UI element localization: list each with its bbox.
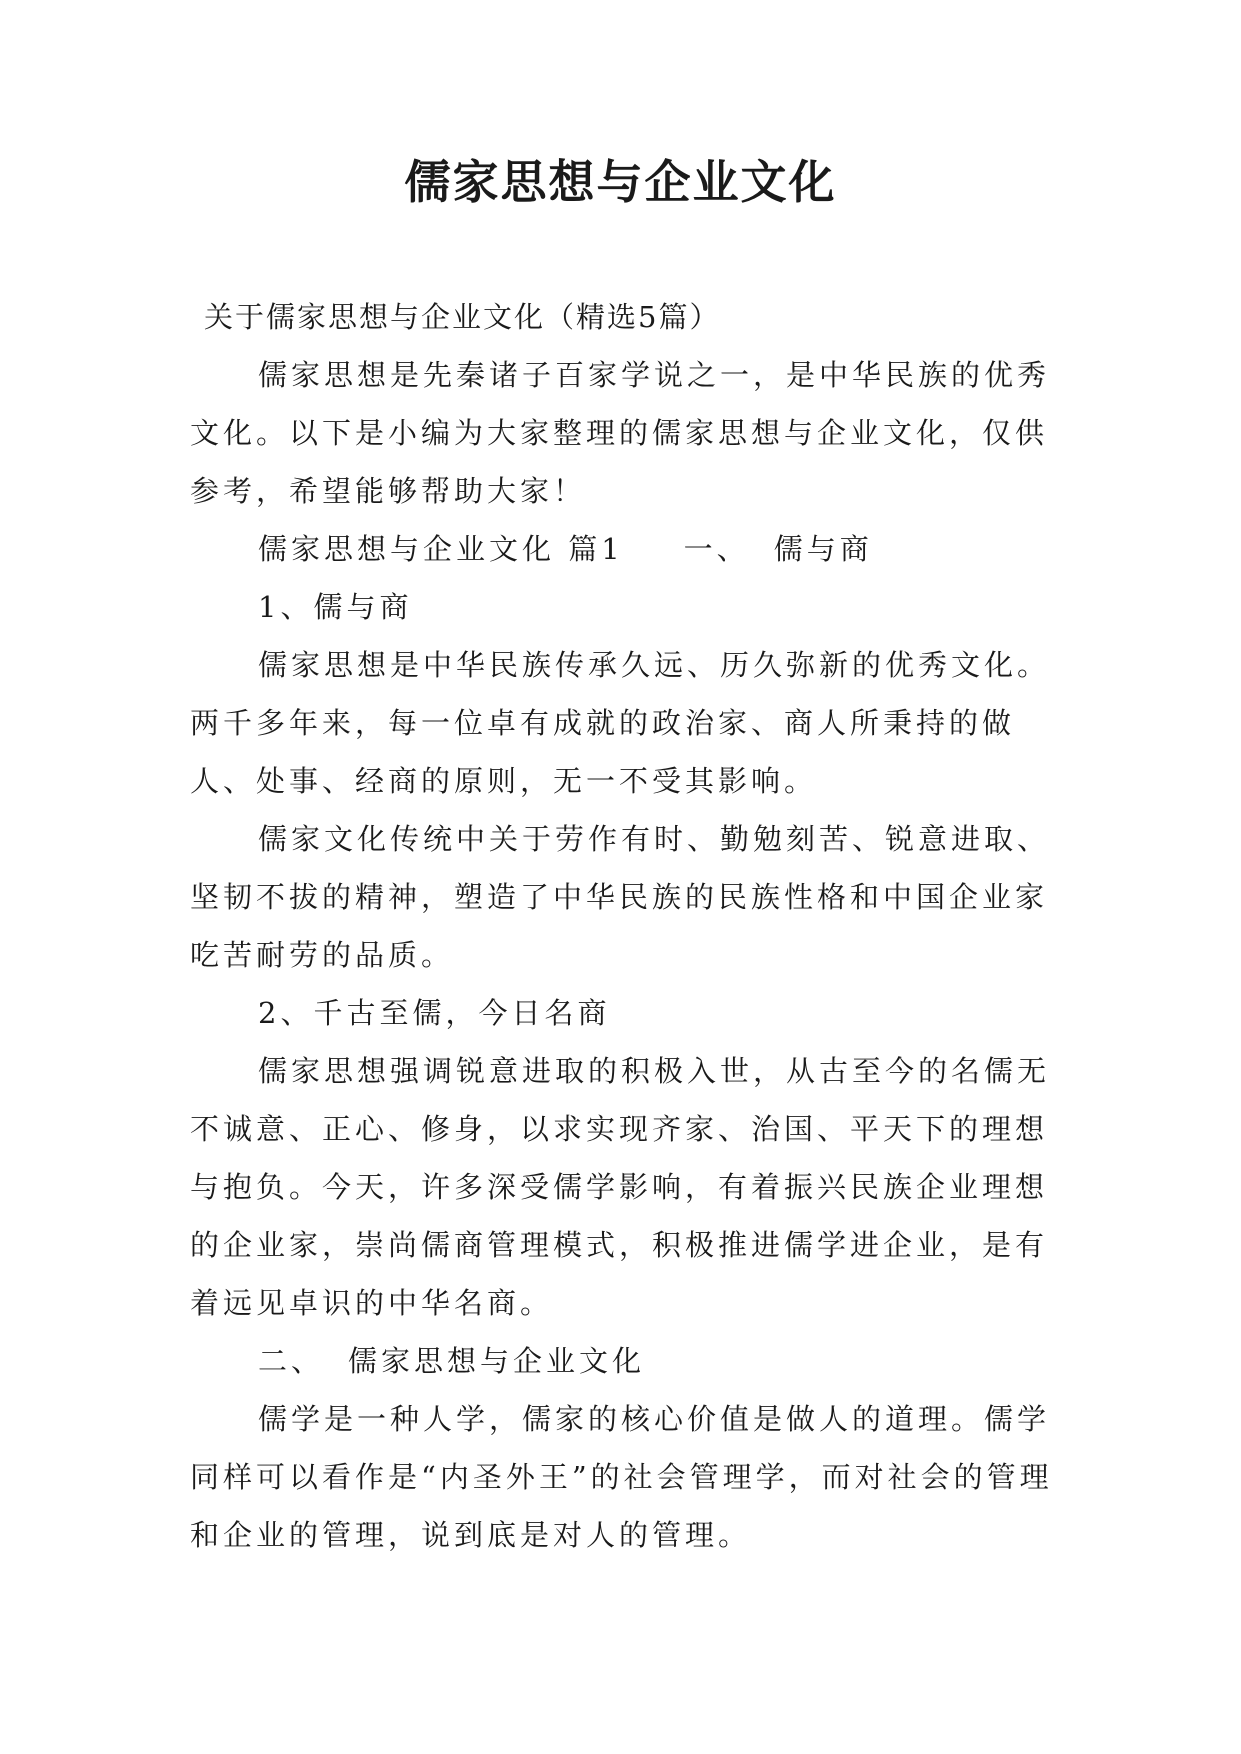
intro-paragraph: 儒家思想是先秦诸子百家学说之一，是中华民族的优秀文化。以下是小编为大家整理的儒家思想与企业文化，仅供参考，希望能够帮助大家！ (190, 358, 1051, 508)
section-1-header (190, 520, 1060, 578)
document-title: 儒家思想与企业文化 (404, 155, 837, 209)
subsection-2-title: 2、千古至儒，今日名商 (258, 996, 611, 1030)
document-subtitle: 关于儒家思想与企业文化（精选5篇） (204, 300, 721, 334)
section-1-part-number: 一、 (683, 532, 750, 566)
section-1-part-title: 儒与商 (773, 532, 873, 566)
paragraph-4: 儒学是一种人学，儒家的核心价值是做人的道理。儒学同样可以看作是“内圣外王”的社会管理学，而对社会的管理和企业的管理，说到底是对人的管理。 (190, 1402, 1053, 1552)
section-2-header (190, 1332, 1060, 1390)
document-body (190, 288, 1060, 1564)
section-2-part-title: 儒家思想与企业文化 (348, 1344, 646, 1378)
paragraph-2: 儒家文化传统中关于劳作有时、勤勉刻苦、锐意进取、坚韧不拔的精神，塑造了中华民族的民族性格和中国企业家吃苦耐劳的品质。 (190, 822, 1051, 972)
paragraph-1: 儒家思想是中华民族传承久远、历久弥新的优秀文化。两千多年来，每一位卓有成就的政治家、商人所秉持的做人、处事、经商的原则，无一不受其影响。 (190, 648, 1051, 798)
section-1-label: 儒家思想与企业文化 篇1 (258, 532, 624, 566)
paragraph-3: 儒家思想强调锐意进取的积极入世，从古至今的名儒无不诚意、正心、修身，以求实现齐家、治国、平天下的理想与抱负。今天，许多深受儒学影响，有着振兴民族企业理想的企业家，崇尚儒商管理模式，积极推进儒学进企业，是有着远见卓识的中华名商。 (190, 1054, 1051, 1320)
section-2-part-number: 二、 (258, 1344, 325, 1378)
subsection-1-title: 1、儒与商 (258, 590, 413, 624)
